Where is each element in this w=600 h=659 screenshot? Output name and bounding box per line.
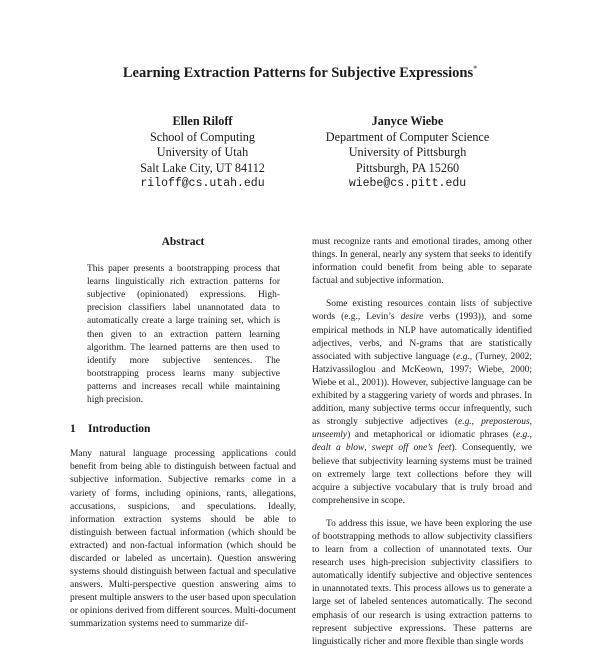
paragraph-continued: must recognize rants and emotional tirades, among other things. In general, nearly any system that seeks to identify information could benefit from being able to separate factual and subjective information. — [312, 237, 532, 287]
right-column — [312, 236, 532, 659]
emphasis: e.g. — [458, 417, 472, 428]
section-number: 1 — [70, 423, 76, 436]
author-institution: University of Utah — [156, 145, 249, 159]
emphasis: preposterous — [481, 417, 530, 428]
text-run: Some existing resources contain lists of subjective words (e.g., Levin’s — [312, 299, 532, 323]
author-name: Janyce Wiebe — [371, 114, 444, 128]
author-affiliation: School of Computing — [150, 129, 255, 144]
author-block-riloff — [110, 114, 295, 192]
author-name: Ellen Riloff — [172, 114, 233, 128]
paper-title — [0, 64, 600, 82]
paragraph-existing-resources — [312, 298, 532, 508]
author-address: Pittsburgh, PA 15260 — [355, 160, 460, 175]
emphasis: e.g. — [456, 351, 470, 362]
abstract-text: This paper presents a bootstrapping process that learns linguistically rich extraction patterns for subjective (opinionated) expressions. High-precision classifiers label unannotated data to automatically create a large training set, which is then given to an extraction pattern learning algorithm. The learned patterns are then used to identify more subjective sentences. The bootstrapping process learns many subjective patterns and increases recall while maintaining high precision. — [87, 264, 280, 406]
section-title: Introduction — [88, 423, 151, 436]
paper-title-text: Learning Extraction Patterns for Subjective Expressions — [122, 64, 474, 81]
emphasis: unseemly — [312, 430, 348, 441]
text-run: verbs (1993)), and some empirical methods in NLP have automatically identified adjectives, verbs, and N-grams that are statistically associated with subjective language ( — [312, 312, 532, 362]
emphasis: desire — [400, 312, 424, 323]
paragraph-bootstrapping: To address this issue, we have been exploring the use of bootstrapping methods to allow subjectivity classifiers to learn from a collection of unannotated texts. Our research uses high-precision subjectivity classifiers to automatically identify subjective and objective sentences in unannotated texts. This process allows us to generate a large set of labeled sentences automatically. The second emphasis of our research is using extraction patterns to represent subjective expressions. These patterns are linguistically richer and more flexible than single words — [312, 518, 532, 647]
text-run: , — [529, 417, 533, 428]
intro-paragraph: Many natural language processing applications could benefit from being able to distinguish between factual and subjective information. Subjective remarks come in a variety of forms, including opinions, rants, allegations, accusations, suspicions, and speculations. Ideally, information extraction systems should be able to distinguish between factual information (which should be extracted) and non-factual information (which should be discarded or labeled as uncertain). Question answering systems should distinguish between factual and speculative answers. Multi-perspective question answering aims to present multiple answers to the user based upon speculation or opinions derived from different sources. Multi-document summarization systems need to summarize dif- — [70, 449, 296, 630]
emphasis: swept off one’s feet — [371, 443, 452, 454]
left-column — [70, 236, 296, 632]
text-run: , — [364, 443, 372, 454]
abstract-heading: Abstract — [161, 236, 205, 248]
text-run: ). Consequently, we believe that subjectivity learning systems must be trained on extremely large text collections before they will acquire a subjective vocabulary that is truly broad and comprehensive in scope. — [312, 443, 532, 506]
text-run: ) and metaphorical or idiomatic phrases ( — [347, 430, 516, 441]
title-footnote-mark: * — [473, 64, 478, 73]
author-address: Salt Lake City, UT 84112 — [140, 160, 265, 175]
text-run: , (Turney, 2002; Hatzivassiloglou and McKeown, 1997; Wiebe, 2000; Wiebe et al., 2001)). However, subjective language can be exhibited by a staggering variety of words and phrases. In addition, many subjective terms occur infrequently, such as strongly subjective adjectives ( — [312, 351, 532, 428]
text-run: , — [471, 417, 482, 428]
author-email: wiebe@cs.pitt.edu — [348, 177, 467, 190]
author-email: riloff@cs.utah.edu — [140, 177, 265, 190]
emphasis: dealt a blow — [312, 443, 365, 454]
author-block-wiebe — [300, 114, 515, 192]
author-affiliation: Department of Computer Science — [325, 129, 490, 144]
emphasis: e.g. — [516, 430, 530, 441]
section-heading-introduction — [70, 423, 296, 436]
text-run: , — [529, 430, 532, 441]
author-institution: University of Pittsburgh — [348, 145, 467, 159]
